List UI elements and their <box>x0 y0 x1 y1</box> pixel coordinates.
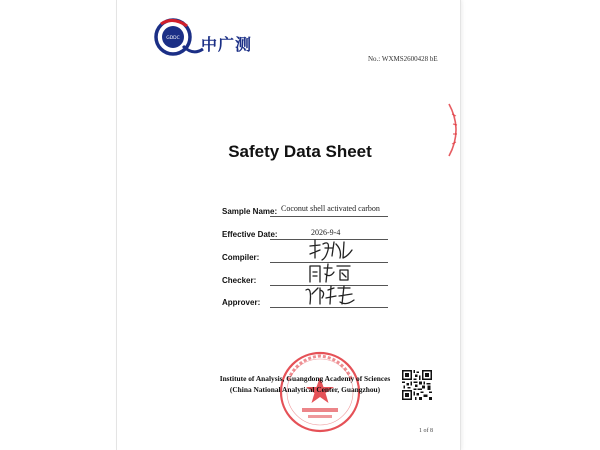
edge-seal-icon <box>447 100 467 160</box>
page-number: 1 of 8 <box>419 428 433 434</box>
checker-label: Checker: <box>222 276 257 285</box>
compiler-label: Compiler: <box>222 253 260 262</box>
institute-name <box>195 373 415 395</box>
approver-signature-icon <box>302 282 360 310</box>
document-number: No.: WXMS2600428 bE <box>368 55 438 63</box>
approver-label: Approver: <box>222 298 261 307</box>
sample-name-label: Sample Name: <box>222 207 278 216</box>
page-title: Safety Data Sheet <box>228 142 372 161</box>
institute-line-2: (China National Analytical Center, Guangzhou) <box>229 385 381 394</box>
effective-date-value: 2026-9-4 <box>311 228 341 237</box>
qr-code-icon <box>402 370 432 400</box>
sample-name-line <box>270 216 388 217</box>
logo-emblem-text: GDDC <box>166 36 180 41</box>
effective-date-label: Effective Date: <box>222 230 278 239</box>
company-name: 中广测 <box>201 35 253 54</box>
sample-name-value: Coconut shell activated carbon <box>281 204 380 213</box>
institute-line-1: Institute of Analysis, Guangdong Academy of Sciences <box>219 374 391 383</box>
